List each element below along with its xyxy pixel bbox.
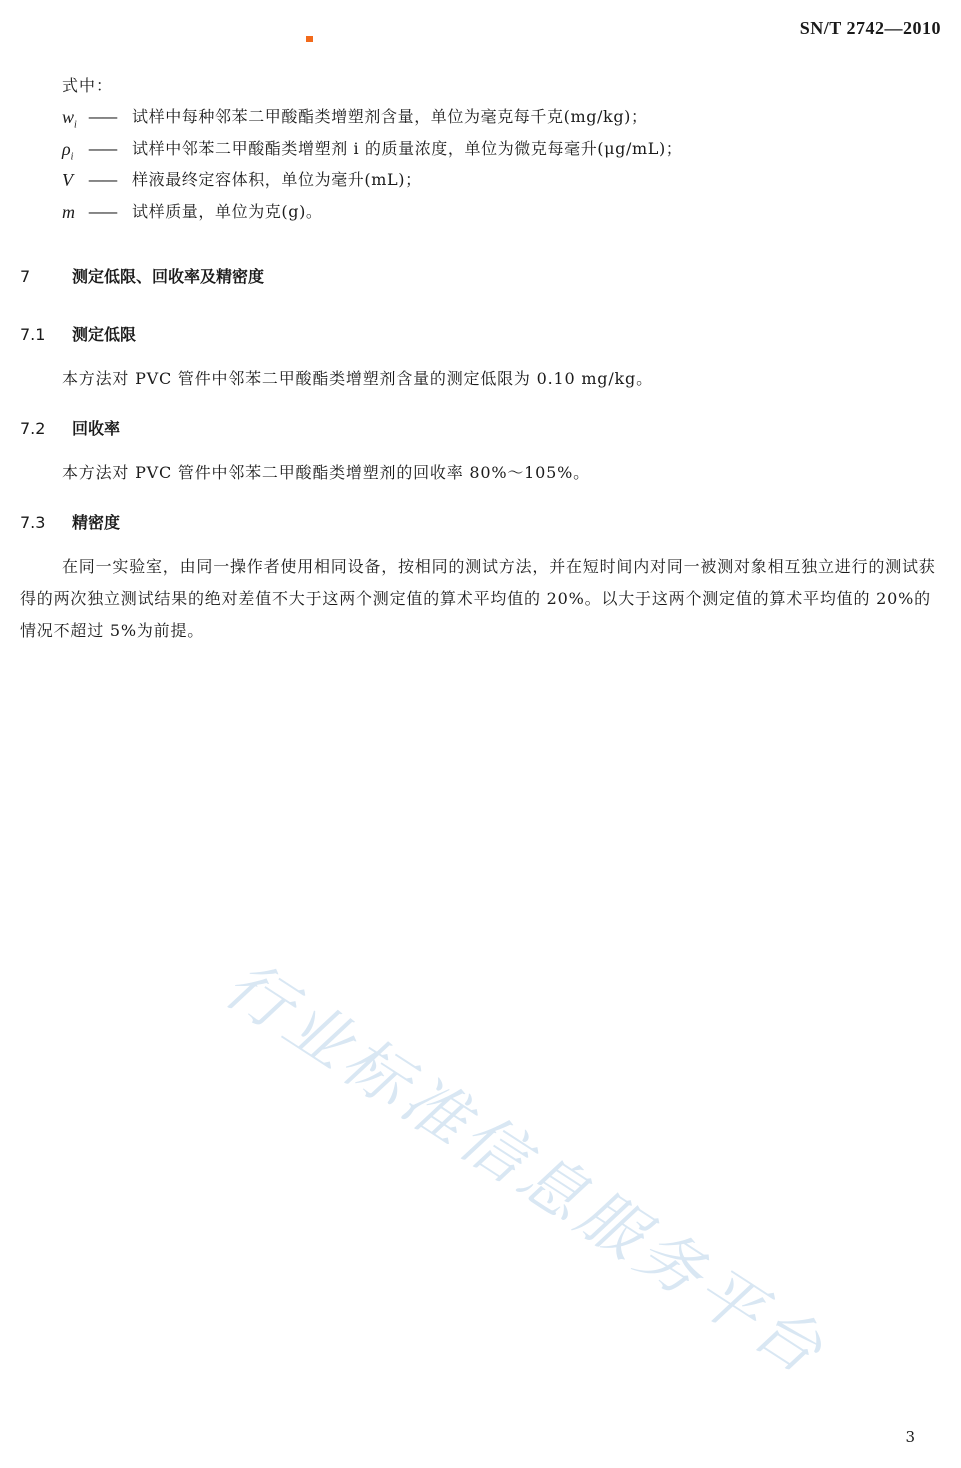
section-number: 7.3 xyxy=(20,513,46,532)
variable-symbol: m xyxy=(62,201,75,222)
variable-desc: 试样中每种邻苯二甲酸酯类增塑剂含量，单位为毫克每千克(mg/kg)； xyxy=(132,107,648,126)
variable-symbol: $w_i$ xyxy=(62,107,77,131)
section-title: 测定低限、回收率及精密度 xyxy=(72,267,265,286)
section-7-1-heading xyxy=(20,322,136,345)
variable-desc: 试样中邻苯二甲酸酯类增塑剂 i 的质量浓度，单位为微克每毫升(μg/mL)； xyxy=(132,138,683,158)
variable-desc: 试样质量，单位为克(g)。 xyxy=(132,201,323,221)
section-title: 回收率 xyxy=(72,419,121,438)
section-number: 7 xyxy=(20,267,31,286)
variable-symbol: $\rho_i$ xyxy=(62,138,74,163)
variable-desc: 样液最终定容体积，单位为毫升(mL)； xyxy=(132,170,422,189)
section-7-3-text: 在同一实验室，由同一操作者使用相同设备，按相同的测试方法，并在短时间内对同一被测对象相互独立进行的测试获得的两次独立测试结果的绝对差值不大于这两个测定值的算术平均值的 20%。以大于这两个测定值的算术平均值的 20%的情况不超过 5%为前提。 xyxy=(20,557,936,640)
variable-dash: —— xyxy=(88,107,116,126)
variable-row xyxy=(62,137,682,169)
variable-symbol: V xyxy=(62,170,73,190)
variable-dash: —— xyxy=(88,201,116,221)
variable-dash: —— xyxy=(88,138,116,158)
section-title: 测定低限 xyxy=(72,325,137,344)
variable-dash: —— xyxy=(88,170,116,189)
variable-row xyxy=(62,200,682,232)
variable-row xyxy=(62,168,682,200)
section-7-heading xyxy=(20,264,264,287)
section-number: 7.2 xyxy=(20,419,46,438)
orange-mark xyxy=(306,36,313,42)
section-title: 精密度 xyxy=(72,513,121,532)
variable-definitions xyxy=(62,74,682,231)
watermark: 行业标准信息服务平台 xyxy=(211,947,839,1391)
standard-code: SN/T 2742—2010 xyxy=(799,18,941,38)
section-7-3-heading xyxy=(20,510,120,533)
section-7-1-text: 本方法对 PVC 管件中邻苯二甲酸酯类增塑剂含量的测定低限为 0.10 mg/kg。 xyxy=(62,369,653,388)
section-number: 7.1 xyxy=(20,325,46,344)
section-7-2-text: 本方法对 PVC 管件中邻苯二甲酸酯类增塑剂的回收率 80%～105%。 xyxy=(62,463,590,482)
page-number: 3 xyxy=(905,1428,915,1446)
variables-title: 式中： xyxy=(62,76,114,95)
section-7-2-heading xyxy=(20,416,120,439)
variable-row xyxy=(62,105,682,137)
